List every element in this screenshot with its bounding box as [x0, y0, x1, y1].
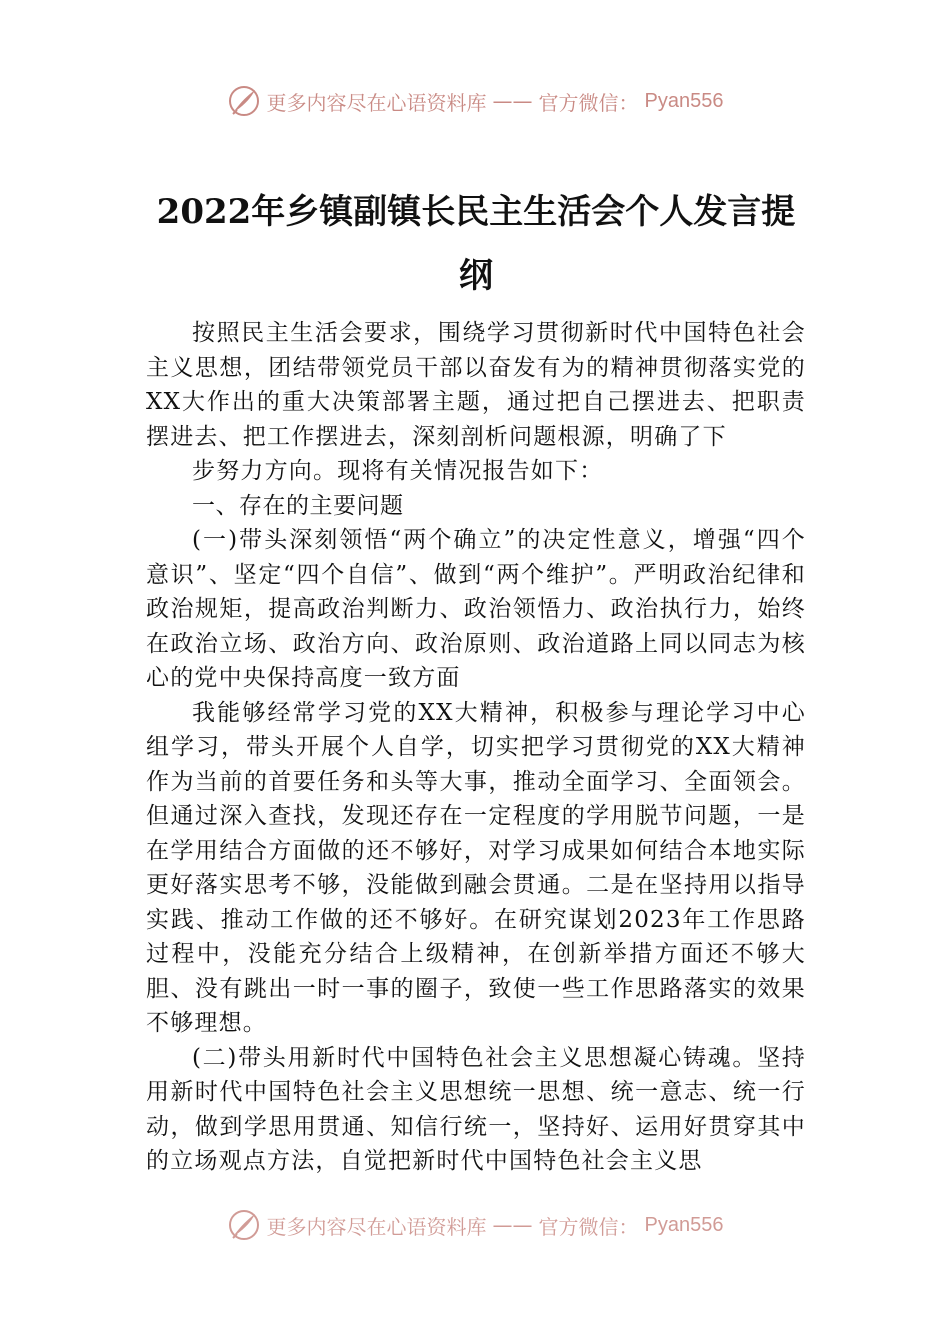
intro-paragraph-continued: 步努力方向。现将有关情况报告如下： [192, 458, 604, 484]
watermark-text: 更多内容尽在心语资料库 [266, 90, 487, 115]
watermark-separator: —— [492, 89, 533, 113]
watermark-handle: Pyan556 [644, 89, 724, 112]
watermark-contact: 官方微信： [538, 1214, 639, 1239]
section-heading: 一、存在的主要问题 [192, 492, 404, 519]
feather-pen-logo-icon [227, 1208, 261, 1242]
watermark-text: 更多内容尽在心语资料库 [266, 1214, 487, 1239]
item-heading: (一)带头深刻领悟“两个确立”的决定性意义，增强“四个意识”、坚定“四个自信”、做到“两个维护”。严明政治纪律和政治规矩，提高政治判断力、政治领悟力、政治执行力，始终在政治立场、政治方向、政治原则、政治道路上同以同志为核心的党中央保持高度一致方面 [146, 527, 806, 691]
watermark-footer [0, 1208, 950, 1242]
watermark-contact: 官方微信： [538, 90, 639, 115]
watermark-separator: —— [492, 1213, 533, 1237]
feather-pen-logo-icon [227, 84, 261, 118]
item-body-paragraph: 我能够经常学习党的XX大精神，积极参与理论学习中心组学习，带头开展个人自学，切实把学习贯彻党的XX大精神作为当前的首要任务和头等大事，推动全面学习、全面领会。但通过深入查找，发现还存在一定程度的学用脱节问题，一是在学用结合方面做的还不够好，对学习成果如何结合本地实际更好落实思考不够，没能做到融会贯通。二是在坚持用以指导实践、推动工作做的还不够好。在研究谋划2023年工作思路过程中，没能充分结合上级精神，在创新举措方面还不够大胆、没有跳出一时一事的圈子，致使一些工作思路落实的效果不够理想。 [146, 699, 806, 1036]
watermark-handle: Pyan556 [644, 1213, 724, 1236]
document-body [146, 316, 806, 1179]
item-heading: (二)带头用新时代中国特色社会主义思想凝心铸魂。坚持用新时代中国特色社会主义思想统一思想、统一意志、统一行动，做到学思用贯通、知信行统一，坚持好、运用好贯穿其中的立场观点方法，自觉把新时代中国特色社会主义思 [146, 1044, 806, 1174]
document-title: 2022年乡镇副镇长民主生活会个人发言提纲 [156, 192, 796, 296]
watermark-header [0, 84, 950, 118]
intro-paragraph: 按照民主生活会要求，围绕学习贯彻新时代中国特色社会主义思想，团结带领党员干部以奋发有为的精神贯彻落实党的XX大作出的重大决策部署主题，通过把自己摆进去、把职责摆进去、把工作摆进去，深刻剖析问题根源，明确了下 [146, 320, 806, 450]
